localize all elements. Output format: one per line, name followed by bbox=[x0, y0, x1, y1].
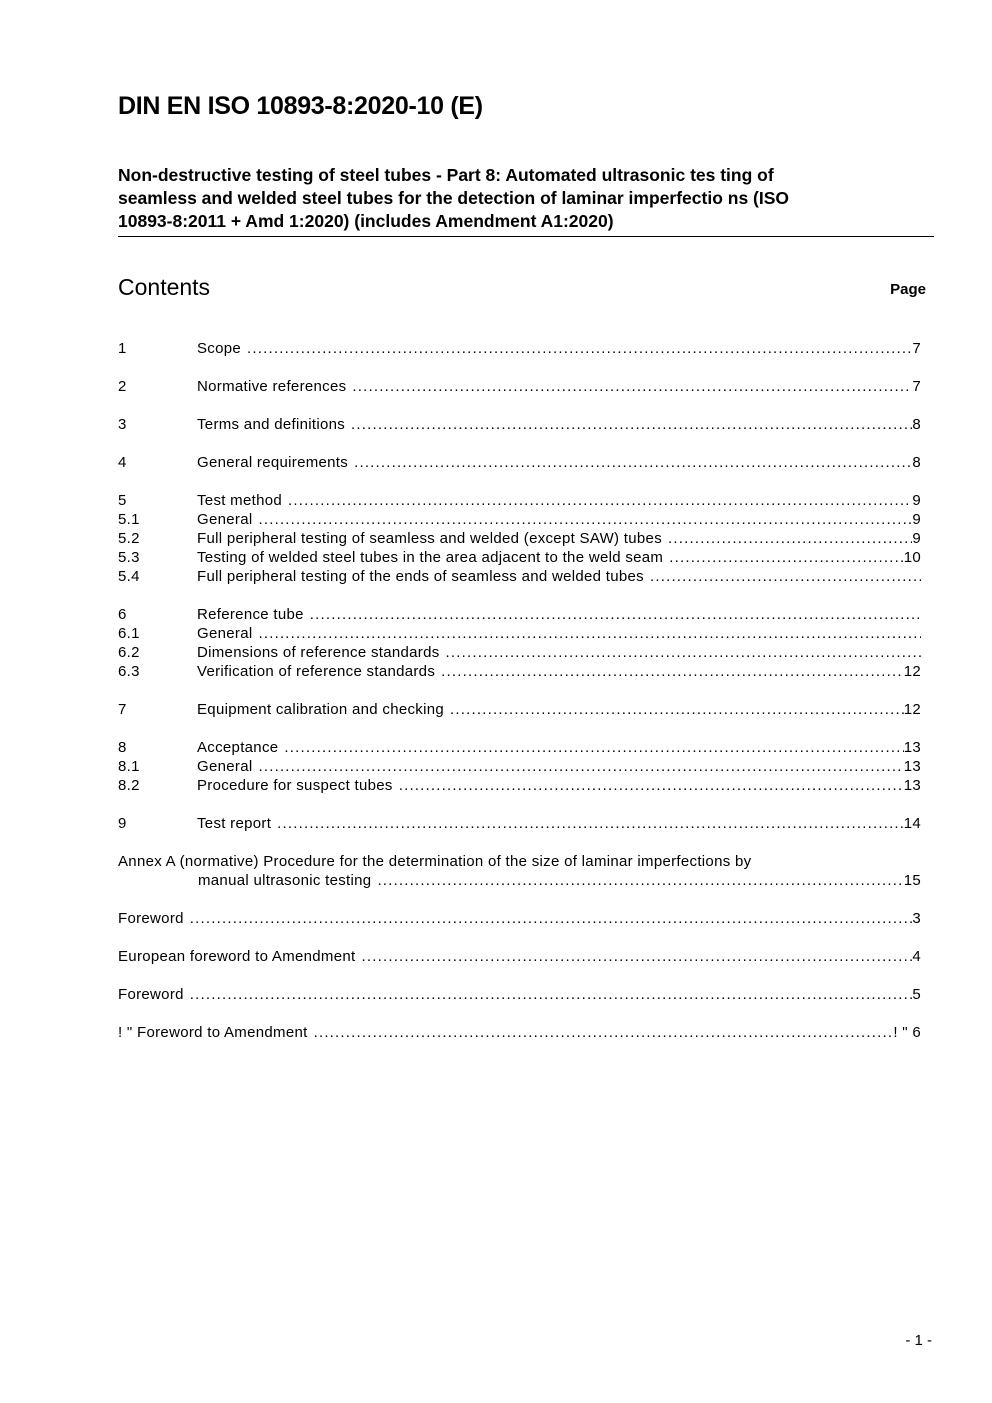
toc-entry-number: 8.1 bbox=[118, 758, 140, 775]
dot-leader bbox=[190, 909, 913, 928]
subtitle-line: seamless and welded steel tubes for the detection of laminar imperfectio ns (ISO bbox=[118, 188, 790, 208]
dot-leader bbox=[190, 985, 913, 1004]
toc-entry-8[interactable] bbox=[118, 738, 921, 757]
toc-entry-6[interactable] bbox=[118, 605, 921, 624]
toc-entry-5[interactable] bbox=[118, 491, 921, 510]
toc-entry-number: 3 bbox=[118, 416, 127, 433]
dot-leader bbox=[314, 1023, 894, 1042]
toc-entry-page: ! " 6 bbox=[893, 1024, 921, 1041]
toc-entry-page: 15 bbox=[903, 872, 921, 889]
toc-entry-5-1[interactable] bbox=[118, 510, 921, 529]
toc-entry-label: Testing of welded steel tubes in the area adjacent to the weld seam bbox=[197, 549, 664, 566]
dot-leader bbox=[669, 548, 903, 567]
toc-entry-page: 4 bbox=[912, 948, 921, 965]
dot-leader bbox=[377, 871, 903, 890]
toc-entry-page: 12 bbox=[903, 701, 921, 718]
dot-leader bbox=[354, 453, 912, 472]
toc-entry-8-1[interactable] bbox=[118, 757, 921, 776]
page-number: - 1 - bbox=[905, 1332, 932, 1349]
toc-entry-number: 5.2 bbox=[118, 530, 140, 547]
toc-entry-5-3[interactable] bbox=[118, 548, 921, 567]
toc-entry-label: General bbox=[197, 511, 253, 528]
toc-entry-label: General bbox=[197, 625, 253, 642]
toc-entry-page: 10 bbox=[903, 549, 921, 566]
subtitle-line: 10893-8:2011 + Amd 1:2020) (includes Amendment A1:2020) bbox=[118, 211, 614, 231]
toc-foreword-to-amendment[interactable] bbox=[118, 1023, 921, 1042]
toc-entry-page: 13 bbox=[903, 758, 921, 775]
toc-entry-label: Reference tube bbox=[197, 606, 304, 623]
dot-leader bbox=[399, 776, 904, 795]
toc-entry-number: 6.3 bbox=[118, 663, 140, 680]
toc-entry-number: 2 bbox=[118, 378, 127, 395]
toc-entry-4[interactable] bbox=[118, 453, 921, 472]
dot-leader bbox=[258, 757, 903, 776]
toc-entry-page: 5 bbox=[912, 986, 921, 1003]
toc-entry-label: ! " Foreword to Amendment bbox=[118, 1024, 308, 1041]
contents-heading: Contents bbox=[118, 274, 211, 300]
toc-entry-6-2[interactable] bbox=[118, 643, 921, 662]
toc-entry-page: 7 bbox=[912, 340, 921, 357]
toc-entry-number: 6.1 bbox=[118, 625, 140, 642]
toc-entry-3[interactable] bbox=[118, 415, 921, 434]
toc-entry-page: 13 bbox=[903, 739, 921, 756]
toc-entry-number: 6.2 bbox=[118, 644, 140, 661]
toc-entry-5-2[interactable] bbox=[118, 529, 921, 548]
toc-entry-number: 5 bbox=[118, 492, 127, 509]
dot-leader bbox=[352, 377, 912, 396]
toc-entry-2[interactable] bbox=[118, 377, 921, 396]
dot-leader bbox=[284, 738, 903, 757]
document-title: DIN EN ISO 10893-8:2020-10 (E) bbox=[118, 92, 483, 120]
toc-entry-number: 8.2 bbox=[118, 777, 140, 794]
toc-entry-page: 9 bbox=[912, 511, 921, 528]
toc-entry-page: 8 bbox=[912, 454, 921, 471]
toc-entry-number: 6 bbox=[118, 606, 127, 623]
toc-entry-page: 3 bbox=[912, 910, 921, 927]
toc-entry-label: Test method bbox=[197, 492, 283, 509]
toc-foreword[interactable] bbox=[118, 909, 921, 928]
annex-title-continued: manual ultrasonic testing bbox=[198, 872, 372, 889]
dot-leader bbox=[650, 567, 921, 586]
toc-entry-page: 12 bbox=[903, 663, 921, 680]
toc-entry-label: Procedure for suspect tubes bbox=[197, 777, 393, 794]
annex-title: Annex A (normative) Procedure for the determination of the size of laminar imperfections by bbox=[118, 853, 752, 870]
toc-entry-label: General requirements bbox=[197, 454, 349, 471]
toc-entry-8-2[interactable] bbox=[118, 776, 921, 795]
dot-leader bbox=[446, 643, 921, 662]
toc-entry-6-1[interactable] bbox=[118, 624, 921, 643]
dot-leader bbox=[247, 339, 912, 358]
toc-entry-number: 1 bbox=[118, 340, 127, 357]
dot-leader bbox=[258, 510, 912, 529]
toc-entry-label: Foreword bbox=[118, 986, 184, 1003]
toc-entry-page: 9 bbox=[912, 492, 921, 509]
toc-entry-number: 9 bbox=[118, 815, 127, 832]
toc-entry-label: Full peripheral testing of seamless and welded (except SAW) tubes bbox=[197, 530, 662, 547]
dot-leader bbox=[310, 605, 921, 624]
dot-leader bbox=[361, 947, 912, 966]
toc-entry-label: Terms and definitions bbox=[197, 416, 346, 433]
subtitle-line: Non-destructive testing of steel tubes - Part 8: Automated ultrasonic tes ting of bbox=[118, 165, 774, 185]
toc-entry-6-3[interactable] bbox=[118, 662, 921, 681]
toc-entry-label: Dimensions of reference standards bbox=[197, 644, 440, 661]
toc-entry-9[interactable] bbox=[118, 814, 921, 833]
toc-entry-number: 5.1 bbox=[118, 511, 140, 528]
dot-leader bbox=[668, 529, 912, 548]
toc-entry-label: Scope bbox=[197, 340, 242, 357]
toc-entry-label: European foreword to Amendment bbox=[118, 948, 356, 965]
toc-entry-label: General bbox=[197, 758, 253, 775]
table-of-contents bbox=[118, 339, 921, 1042]
toc-entry-number: 8 bbox=[118, 739, 127, 756]
toc-entry-number: 7 bbox=[118, 701, 127, 718]
document-subtitle bbox=[118, 164, 934, 237]
toc-entry-label: Normative references bbox=[197, 378, 347, 395]
toc-annex-a-continued[interactable] bbox=[118, 871, 921, 890]
toc-entry-label: Equipment calibration and checking bbox=[197, 701, 445, 718]
dot-leader bbox=[450, 700, 904, 719]
toc-entry-7[interactable] bbox=[118, 700, 921, 719]
toc-entry-number: 5.3 bbox=[118, 549, 140, 566]
toc-entry-label: Test report bbox=[197, 815, 272, 832]
toc-entry-page: 13 bbox=[903, 777, 921, 794]
toc-entry-number: 5.4 bbox=[118, 568, 140, 585]
toc-entry-1[interactable] bbox=[118, 339, 921, 358]
dot-leader bbox=[441, 662, 904, 681]
toc-annex-a[interactable] bbox=[118, 852, 921, 871]
toc-entry-label: Acceptance bbox=[197, 739, 279, 756]
toc-entry-page: 9 bbox=[912, 530, 921, 547]
toc-entry-5-4[interactable] bbox=[118, 567, 921, 586]
toc-entry-page: 14 bbox=[903, 815, 921, 832]
toc-entry-page: 8 bbox=[912, 416, 921, 433]
toc-entry-label: Verification of reference standards bbox=[197, 663, 436, 680]
toc-entry-label: Foreword bbox=[118, 910, 184, 927]
page-column-label: Page bbox=[890, 281, 926, 298]
toc-european-foreword-amendment[interactable] bbox=[118, 947, 921, 966]
toc-foreword-2[interactable] bbox=[118, 985, 921, 1004]
dot-leader bbox=[288, 491, 912, 510]
dot-leader bbox=[258, 624, 921, 643]
dot-leader bbox=[277, 814, 904, 833]
dot-leader bbox=[351, 415, 912, 434]
toc-entry-number: 4 bbox=[118, 454, 127, 471]
toc-entry-label: Full peripheral testing of the ends of seamless and welded tubes bbox=[197, 568, 644, 585]
toc-entry-page: 7 bbox=[912, 378, 921, 395]
